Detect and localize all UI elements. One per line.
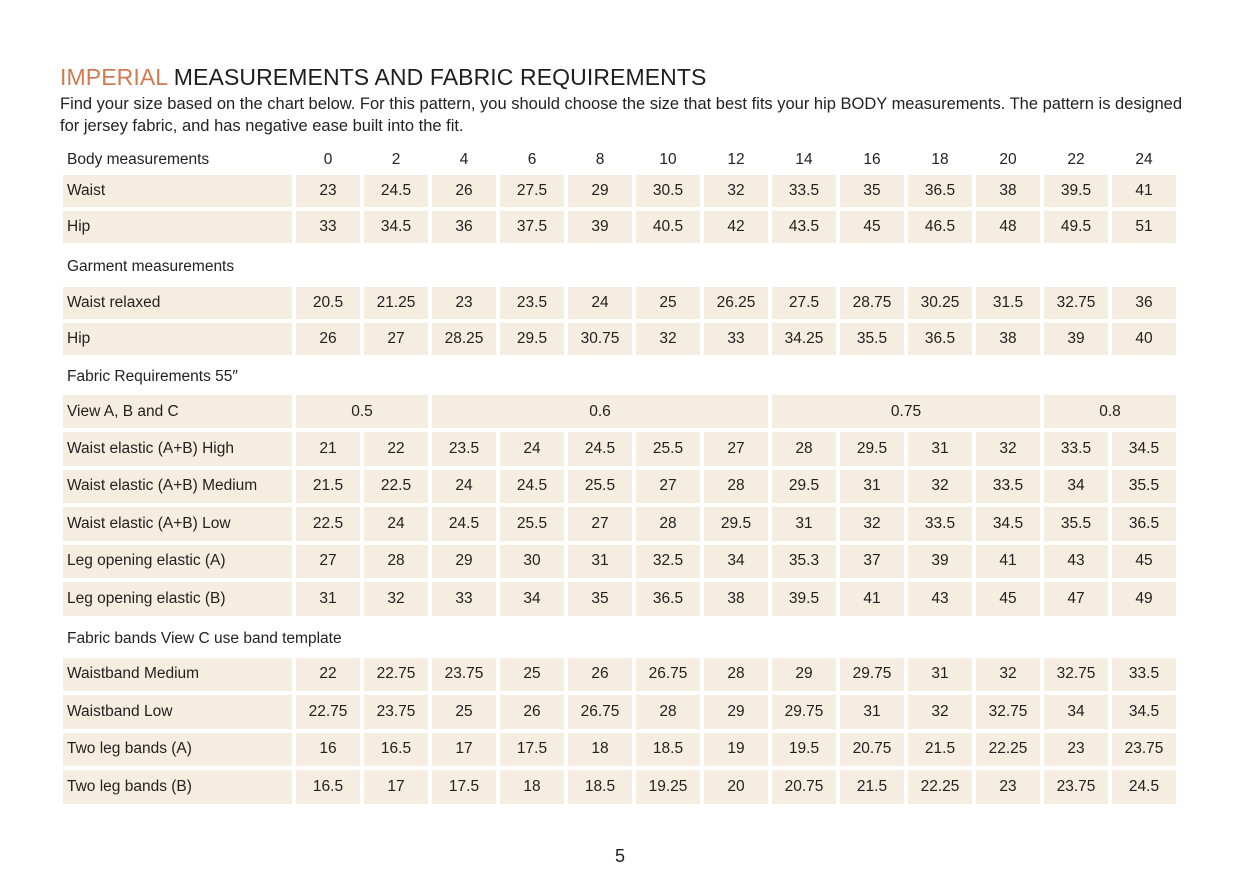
table-cell: 25 bbox=[432, 695, 496, 729]
table-cell: 27 bbox=[568, 507, 632, 541]
table-cell: 25.5 bbox=[568, 470, 632, 504]
row-label: Leg opening elastic (A) bbox=[63, 545, 292, 579]
row-label: Waist elastic (A+B) High bbox=[63, 432, 292, 466]
table-cell: 33.5 bbox=[772, 175, 836, 207]
table-cell: 23 bbox=[976, 770, 1040, 804]
table-cell: 34 bbox=[1044, 470, 1108, 504]
fabric-yardage-cell: 0.6 bbox=[432, 395, 768, 428]
table-cell: 47 bbox=[1044, 582, 1108, 616]
table-cell: 39 bbox=[568, 211, 632, 243]
table-cell: 22.25 bbox=[908, 770, 972, 804]
table-cell: 25.5 bbox=[500, 507, 564, 541]
table-cell: 24 bbox=[568, 287, 632, 319]
table-cell: 28.25 bbox=[432, 323, 496, 355]
table-cell: 21.5 bbox=[840, 770, 904, 804]
table-cell: 35 bbox=[568, 582, 632, 616]
table-cell: 24.5 bbox=[432, 507, 496, 541]
size-header-cell: 22 bbox=[1067, 151, 1085, 168]
table-cell: 22.75 bbox=[296, 695, 360, 729]
table-cell: 34.5 bbox=[364, 211, 428, 243]
table-cell: 43 bbox=[908, 582, 972, 616]
table-cell: 23 bbox=[432, 287, 496, 319]
table-cell: 25 bbox=[500, 658, 564, 692]
fabric-yardage-cell: 0.75 bbox=[772, 395, 1040, 428]
table-cell: 20.75 bbox=[840, 733, 904, 767]
table-cell: 22.5 bbox=[364, 470, 428, 504]
table-cell: 45 bbox=[1112, 545, 1176, 579]
section-fabric-label: Fabric Requirements 55″ bbox=[67, 368, 238, 385]
table-cell: 27.5 bbox=[500, 175, 564, 207]
table-cell: 36 bbox=[432, 211, 496, 243]
table-cell: 22 bbox=[364, 432, 428, 466]
table-cell: 32.75 bbox=[976, 695, 1040, 729]
table-cell: 46.5 bbox=[908, 211, 972, 243]
size-header-cell: 24 bbox=[1135, 151, 1153, 168]
table-cell: 23.75 bbox=[1112, 733, 1176, 767]
table-cell: 32.75 bbox=[1044, 658, 1108, 692]
section-bands-label: Fabric bands View C use band template bbox=[67, 629, 342, 647]
row-label: Waist bbox=[63, 175, 292, 207]
table-cell: 35.5 bbox=[1112, 470, 1176, 504]
table-cell: 40 bbox=[1112, 323, 1176, 355]
table-cell: 22.25 bbox=[976, 733, 1040, 767]
table-cell: 29 bbox=[704, 695, 768, 729]
table-cell: 33 bbox=[432, 582, 496, 616]
table-cell: 28 bbox=[364, 545, 428, 579]
table-cell: 34.5 bbox=[1112, 432, 1176, 466]
table-cell: 33.5 bbox=[1044, 432, 1108, 466]
row-label: View A, B and C bbox=[63, 395, 292, 428]
intro-text: Find your size based on the chart below. For this pattern, you should choose the size that best fits your hip BODY measurements. The pattern is designed for jersey fabric, and has negative ease built into the fit. bbox=[60, 95, 1183, 135]
table-cell: 27 bbox=[296, 545, 360, 579]
table-cell: 30.25 bbox=[908, 287, 972, 319]
table-cell: 20.5 bbox=[296, 287, 360, 319]
table-cell: 26.75 bbox=[568, 695, 632, 729]
table-cell: 31 bbox=[908, 432, 972, 466]
section-bands bbox=[63, 620, 1177, 658]
table-cell: 27 bbox=[364, 323, 428, 355]
row-label: Hip bbox=[63, 323, 292, 355]
table-row bbox=[63, 211, 1177, 243]
table-cell: 41 bbox=[1112, 175, 1176, 207]
table-cell: 32 bbox=[364, 582, 428, 616]
table-cell: 31 bbox=[772, 507, 836, 541]
section-garment-label: Garment measurements bbox=[67, 258, 235, 275]
table-cell: 16 bbox=[296, 733, 360, 767]
table-cell: 36.5 bbox=[908, 175, 972, 207]
table-cell: 24 bbox=[364, 507, 428, 541]
table-cell: 30 bbox=[500, 545, 564, 579]
table-cell: 40.5 bbox=[636, 211, 700, 243]
size-header-cell: 10 bbox=[659, 151, 677, 168]
table-cell: 31 bbox=[568, 545, 632, 579]
table-cell: 27.5 bbox=[772, 287, 836, 319]
table-cell: 45 bbox=[840, 211, 904, 243]
table-cell: 21 bbox=[296, 432, 360, 466]
table-row bbox=[63, 658, 1177, 692]
table-cell: 24.5 bbox=[1112, 770, 1176, 804]
table-cell: 39.5 bbox=[772, 582, 836, 616]
section-fabric bbox=[63, 359, 1177, 395]
row-label: Hip bbox=[63, 211, 292, 243]
table-cell: 21.5 bbox=[908, 733, 972, 767]
table-cell: 35.3 bbox=[772, 545, 836, 579]
table-cell: 29 bbox=[432, 545, 496, 579]
table-cell: 28 bbox=[636, 507, 700, 541]
table-cell: 36.5 bbox=[636, 582, 700, 616]
size-header-cell: 0 bbox=[323, 151, 333, 168]
table-row bbox=[63, 470, 1177, 504]
table-cell: 39 bbox=[1044, 323, 1108, 355]
table-cell: 34.25 bbox=[772, 323, 836, 355]
table-cell: 23.5 bbox=[432, 432, 496, 466]
table-cell: 35.5 bbox=[1044, 507, 1108, 541]
table-cell: 24.5 bbox=[364, 175, 428, 207]
table-cell: 34 bbox=[704, 545, 768, 579]
table-cell: 41 bbox=[976, 545, 1040, 579]
table-cell: 26 bbox=[568, 658, 632, 692]
table-cell: 51 bbox=[1112, 211, 1176, 243]
table-row bbox=[63, 323, 1177, 355]
section-garment bbox=[63, 247, 1177, 287]
table-cell: 22.5 bbox=[296, 507, 360, 541]
table-cell: 26.25 bbox=[704, 287, 768, 319]
table-cell: 26.75 bbox=[636, 658, 700, 692]
table-cell: 19.25 bbox=[636, 770, 700, 804]
table-cell: 22 bbox=[296, 658, 360, 692]
table-row bbox=[63, 695, 1177, 729]
row-label: Two leg bands (A) bbox=[63, 733, 292, 767]
size-header-cell: 20 bbox=[999, 151, 1017, 168]
table-cell: 37.5 bbox=[500, 211, 564, 243]
table-cell: 17 bbox=[364, 770, 428, 804]
table-cell: 23 bbox=[1044, 733, 1108, 767]
size-header-cell: 12 bbox=[727, 151, 745, 168]
row-label: Two leg bands (B) bbox=[63, 770, 292, 804]
size-header-cell: 2 bbox=[391, 151, 401, 168]
table-cell: 29.5 bbox=[500, 323, 564, 355]
table-cell: 33 bbox=[296, 211, 360, 243]
table-cell: 29.75 bbox=[840, 658, 904, 692]
table-header-row bbox=[63, 145, 1177, 175]
table-cell: 33 bbox=[704, 323, 768, 355]
header-label: Body measurements bbox=[67, 151, 210, 168]
table-cell: 24.5 bbox=[568, 432, 632, 466]
fabric-yardage-cell: 0.5 bbox=[296, 395, 428, 428]
table-cell: 31.5 bbox=[976, 287, 1040, 319]
fabric-yardage-cell: 0.8 bbox=[1044, 395, 1176, 428]
size-header-cell: 4 bbox=[459, 151, 469, 168]
table-cell: 20 bbox=[704, 770, 768, 804]
table-cell: 48 bbox=[976, 211, 1040, 243]
table-row bbox=[63, 287, 1177, 319]
table-cell: 45 bbox=[976, 582, 1040, 616]
table-cell: 32 bbox=[976, 658, 1040, 692]
row-label: Waistband Medium bbox=[63, 658, 292, 692]
table-cell: 23.75 bbox=[1044, 770, 1108, 804]
row-label: Waist elastic (A+B) Low bbox=[63, 507, 292, 541]
table-row bbox=[63, 770, 1177, 804]
size-chart-table bbox=[63, 145, 1177, 808]
table-cell: 16.5 bbox=[364, 733, 428, 767]
table-cell: 18.5 bbox=[636, 733, 700, 767]
table-cell: 39.5 bbox=[1044, 175, 1108, 207]
table-cell: 17 bbox=[432, 733, 496, 767]
table-cell: 34.5 bbox=[1112, 695, 1176, 729]
table-cell: 28 bbox=[636, 695, 700, 729]
table-cell: 24 bbox=[432, 470, 496, 504]
size-header-cell: 8 bbox=[595, 151, 605, 168]
table-cell: 29 bbox=[772, 658, 836, 692]
table-cell: 49.5 bbox=[1044, 211, 1108, 243]
table-cell: 39 bbox=[908, 545, 972, 579]
fabric-view-row bbox=[63, 395, 1177, 428]
table-cell: 28.75 bbox=[840, 287, 904, 319]
table-cell: 21.25 bbox=[364, 287, 428, 319]
table-cell: 23 bbox=[296, 175, 360, 207]
table-cell: 36 bbox=[1112, 287, 1176, 319]
table-cell: 26 bbox=[296, 323, 360, 355]
table-cell: 30.5 bbox=[636, 175, 700, 207]
table-cell: 31 bbox=[840, 470, 904, 504]
table-cell: 32 bbox=[976, 432, 1040, 466]
table-cell: 21.5 bbox=[296, 470, 360, 504]
size-header-cell: 18 bbox=[931, 151, 949, 168]
table-cell: 23.5 bbox=[500, 287, 564, 319]
table-cell: 38 bbox=[976, 323, 1040, 355]
table-row bbox=[63, 175, 1177, 207]
table-cell: 36.5 bbox=[1112, 507, 1176, 541]
table-cell: 43 bbox=[1044, 545, 1108, 579]
table-row bbox=[63, 507, 1177, 541]
page-title bbox=[60, 64, 706, 91]
table-cell: 28 bbox=[704, 658, 768, 692]
table-cell: 36.5 bbox=[908, 323, 972, 355]
table-cell: 25 bbox=[636, 287, 700, 319]
table-cell: 29.75 bbox=[772, 695, 836, 729]
table-cell: 22.75 bbox=[364, 658, 428, 692]
table-cell: 35 bbox=[840, 175, 904, 207]
table-cell: 32.75 bbox=[1044, 287, 1108, 319]
table-cell: 32 bbox=[908, 695, 972, 729]
table-cell: 29 bbox=[568, 175, 632, 207]
table-cell: 24.5 bbox=[500, 470, 564, 504]
table-cell: 31 bbox=[908, 658, 972, 692]
table-cell: 32.5 bbox=[636, 545, 700, 579]
table-cell: 43.5 bbox=[772, 211, 836, 243]
row-label: Waist relaxed bbox=[63, 287, 292, 319]
table-cell: 17.5 bbox=[432, 770, 496, 804]
table-cell: 27 bbox=[636, 470, 700, 504]
table-cell: 29.5 bbox=[840, 432, 904, 466]
table-cell: 27 bbox=[704, 432, 768, 466]
table-cell: 18.5 bbox=[568, 770, 632, 804]
table-cell: 33.5 bbox=[976, 470, 1040, 504]
row-label: Waist elastic (A+B) Medium bbox=[63, 470, 292, 504]
table-cell: 20.75 bbox=[772, 770, 836, 804]
table-cell: 32 bbox=[636, 323, 700, 355]
row-label: Waistband Low bbox=[63, 695, 292, 729]
title-accent: IMPERIAL bbox=[60, 64, 168, 90]
table-cell: 16.5 bbox=[296, 770, 360, 804]
table-cell: 24 bbox=[500, 432, 564, 466]
table-cell: 25.5 bbox=[636, 432, 700, 466]
table-cell: 23.75 bbox=[364, 695, 428, 729]
table-cell: 38 bbox=[704, 582, 768, 616]
table-cell: 26 bbox=[500, 695, 564, 729]
table-row bbox=[63, 582, 1177, 616]
table-cell: 32 bbox=[840, 507, 904, 541]
table-cell: 35.5 bbox=[840, 323, 904, 355]
table-cell: 18 bbox=[500, 770, 564, 804]
size-header-cell: 16 bbox=[863, 151, 881, 168]
table-row bbox=[63, 432, 1177, 466]
table-cell: 29.5 bbox=[704, 507, 768, 541]
table-cell: 41 bbox=[840, 582, 904, 616]
table-cell: 34 bbox=[500, 582, 564, 616]
table-cell: 38 bbox=[976, 175, 1040, 207]
table-cell: 17.5 bbox=[500, 733, 564, 767]
size-header-cell: 6 bbox=[527, 151, 537, 168]
table-cell: 28 bbox=[772, 432, 836, 466]
table-row bbox=[63, 733, 1177, 767]
table-cell: 34.5 bbox=[976, 507, 1040, 541]
table-cell: 30.75 bbox=[568, 323, 632, 355]
title-rest: MEASUREMENTS AND FABRIC REQUIREMENTS bbox=[167, 64, 707, 90]
table-cell: 42 bbox=[704, 211, 768, 243]
table-cell: 37 bbox=[840, 545, 904, 579]
size-header-cell: 14 bbox=[795, 151, 813, 168]
page-number: 5 bbox=[614, 846, 625, 866]
table-cell: 33.5 bbox=[1112, 658, 1176, 692]
table-row bbox=[63, 545, 1177, 579]
table-cell: 49 bbox=[1112, 582, 1176, 616]
table-cell: 32 bbox=[908, 470, 972, 504]
table-cell: 34 bbox=[1044, 695, 1108, 729]
table-cell: 28 bbox=[704, 470, 768, 504]
table-cell: 19.5 bbox=[772, 733, 836, 767]
row-label: Leg opening elastic (B) bbox=[63, 582, 292, 616]
table-cell: 29.5 bbox=[772, 470, 836, 504]
table-cell: 19 bbox=[704, 733, 768, 767]
table-cell: 32 bbox=[704, 175, 768, 207]
table-cell: 18 bbox=[568, 733, 632, 767]
table-cell: 26 bbox=[432, 175, 496, 207]
table-cell: 33.5 bbox=[908, 507, 972, 541]
table-cell: 31 bbox=[296, 582, 360, 616]
table-cell: 23.75 bbox=[432, 658, 496, 692]
table-cell: 31 bbox=[840, 695, 904, 729]
